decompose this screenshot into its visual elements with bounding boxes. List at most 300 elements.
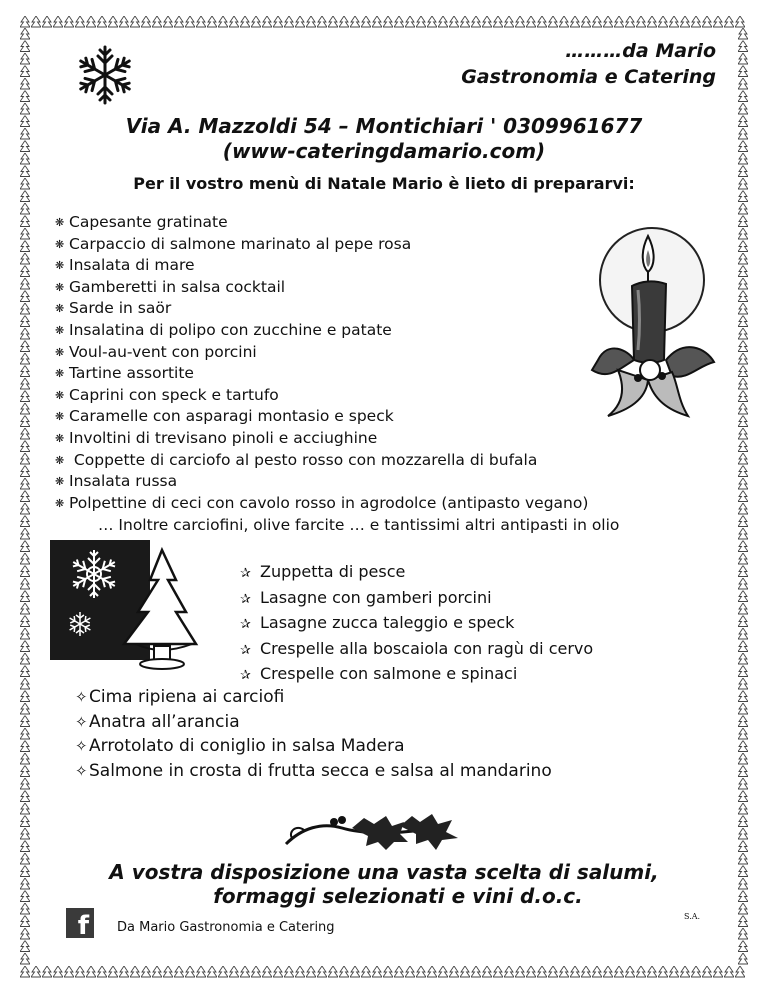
- antipasto-item: [55, 450, 588, 472]
- border-tree-icon: [738, 503, 748, 514]
- address-block: [0, 114, 768, 164]
- border-tree-icon: [738, 928, 748, 939]
- border-tree-icon: [317, 16, 327, 27]
- border-tree-icon: [372, 16, 382, 27]
- bullet-icon: ✰: [240, 566, 251, 581]
- border-tree-icon: [738, 353, 748, 364]
- border-tree-icon: [738, 203, 748, 214]
- border-tree-icon: [405, 16, 415, 27]
- border-tree-icon: [361, 966, 371, 977]
- border-tree-icon: [20, 628, 30, 639]
- bullet-icon: ✧: [75, 688, 88, 706]
- border-tree-icon: [738, 91, 748, 102]
- border-tree-icon: [20, 728, 30, 739]
- border-tree-icon: [64, 16, 74, 27]
- border-tree-icon: [460, 966, 470, 977]
- border-tree-icon: [174, 16, 184, 27]
- border-tree-icon: [20, 478, 30, 489]
- border-tree-icon: [738, 453, 748, 464]
- border-tree-icon: [449, 16, 459, 27]
- antipasto-item-text: Insalata russa: [69, 472, 178, 491]
- border-tree-icon: [493, 16, 503, 27]
- border-tree-icon: [738, 266, 748, 277]
- border-tree-icon: [328, 16, 338, 27]
- border-tree-icon: [185, 966, 195, 977]
- bullet-icon: ✰: [240, 617, 251, 632]
- primo-item: [240, 611, 593, 637]
- border-tree-icon: [738, 316, 748, 327]
- border-tree-icon: [647, 16, 657, 27]
- border-tree-icon: [738, 416, 748, 427]
- border-tree-icon: [20, 341, 30, 352]
- border-tree-icon: [383, 966, 393, 977]
- primo-item: [240, 637, 593, 663]
- border-tree-icon: [20, 516, 30, 527]
- border-tree-icon: [339, 16, 349, 27]
- primo-item-text: Lasagne zucca taleggio e speck: [260, 613, 515, 632]
- footer-line1: A vostra disposizione una vasta scelta di salumi,: [109, 860, 659, 884]
- border-tree-icon: [31, 16, 41, 27]
- border-tree-icon: [372, 966, 382, 977]
- border-tree-icon: [738, 603, 748, 614]
- facebook-icon[interactable]: [66, 908, 94, 938]
- border-tree-icon: [20, 966, 30, 977]
- primo-item-text: Lasagne con gamberi porcini: [260, 587, 492, 607]
- border-tree-icon: [738, 553, 748, 564]
- border-tree-icon: [738, 78, 748, 89]
- border-tree-icon: [738, 778, 748, 789]
- border-tree-icon: [20, 391, 30, 402]
- border-tree-icon: [738, 41, 748, 52]
- border-tree-icon: [713, 966, 723, 977]
- antipasto-item: [55, 406, 588, 428]
- border-tree-icon: [20, 453, 30, 464]
- border-tree-icon: [20, 491, 30, 502]
- border-tree-icon: [350, 16, 360, 27]
- border-tree-icon: [738, 253, 748, 264]
- border-tree-icon: [20, 216, 30, 227]
- border-tree-icon: [738, 766, 748, 777]
- border-tree-icon: [738, 378, 748, 389]
- border-tree-icon: [724, 16, 734, 27]
- antipasto-item: [55, 471, 588, 493]
- border-tree-icon: [738, 403, 748, 414]
- bullet-icon: ❋: [55, 453, 65, 467]
- border-tree-icon: [482, 966, 492, 977]
- bullet-icon: ❋: [55, 280, 65, 294]
- antipasto-item-text: Tartine assortite: [69, 364, 194, 383]
- secondo-item-text: Cima ripiena ai carciofi: [89, 687, 285, 707]
- border-tree-icon: [20, 41, 30, 52]
- bullet-icon: ✧: [75, 737, 88, 755]
- border-tree-icon: [108, 16, 118, 27]
- border-tree-icon: [20, 503, 30, 514]
- border-tree-icon: [738, 428, 748, 439]
- bullet-icon: ❋: [55, 431, 65, 445]
- border-tree-icon: [738, 728, 748, 739]
- facebook-icon-letter: f: [77, 911, 89, 938]
- border-tree-icon: [97, 966, 107, 977]
- border-tree-icon: [20, 941, 30, 952]
- primi-list: [240, 560, 593, 688]
- secondi-list: [75, 685, 552, 783]
- address-line: Via A. Mazzoldi 54 – Montichiari ' 0309961677: [125, 114, 643, 138]
- border-tree-icon: [438, 16, 448, 27]
- antipasto-item-text: Insalatina di polipo con zucchine e patate: [69, 320, 392, 339]
- border-tree-icon: [738, 528, 748, 539]
- antipasto-item-text: Voul-au-vent con porcini: [69, 342, 257, 361]
- border-tree-icon: [20, 928, 30, 939]
- business-name-line2: Gastronomia e Catering: [461, 66, 716, 88]
- border-tree-icon: [20, 603, 30, 614]
- border-tree-icon: [86, 966, 96, 977]
- border-tree-icon: [592, 966, 602, 977]
- border-tree-icon: [207, 966, 217, 977]
- border-tree-icon: [559, 16, 569, 27]
- border-tree-icon: [526, 16, 536, 27]
- antipasto-item: [55, 212, 588, 234]
- border-tree-icon: [20, 691, 30, 702]
- border-tree-icon: [738, 753, 748, 764]
- border-tree-icon: [20, 828, 30, 839]
- border-tree-icon: [20, 791, 30, 802]
- border-tree-icon: [738, 578, 748, 589]
- border-tree-icon: [20, 841, 30, 852]
- border-tree-icon: [738, 541, 748, 552]
- border-tree-icon: [537, 966, 547, 977]
- website-line: (www-cateringdamario.com): [222, 139, 546, 163]
- border-tree-icon: [20, 291, 30, 302]
- antipasto-item: [55, 234, 588, 256]
- border-tree-icon: [20, 466, 30, 477]
- border-tree-icon: [20, 253, 30, 264]
- border-tree-icon: [20, 653, 30, 664]
- border-tree-icon: [20, 53, 30, 64]
- primo-item: [240, 586, 593, 612]
- border-tree-icon: [724, 966, 734, 977]
- border-tree-icon: [108, 966, 118, 977]
- border-tree-icon: [614, 966, 624, 977]
- antipasti-more: … Inoltre carciofini, olive farcite … e tantissimi altri antipasti in olio: [98, 516, 620, 534]
- border-tree-icon: [669, 16, 679, 27]
- bullet-icon: ❋: [55, 388, 65, 402]
- antipasto-item-text: Involtini di trevisano pinoli e acciughine: [69, 428, 378, 447]
- bullet-icon: ❋: [55, 302, 65, 316]
- border-tree-icon: [504, 16, 514, 27]
- border-tree-icon: [735, 16, 745, 27]
- secondo-item: [75, 710, 552, 735]
- border-tree-icon: [229, 966, 239, 977]
- antipasto-item: [55, 342, 588, 364]
- antipasto-item: [55, 298, 588, 320]
- border-tree-icon: [20, 716, 30, 727]
- border-tree-icon: [427, 966, 437, 977]
- secondo-item-text: Arrotolato di coniglio in salsa Madera: [89, 736, 405, 756]
- border-tree-icon: [636, 16, 646, 27]
- border-tree-icon: [427, 16, 437, 27]
- border-tree-icon: [20, 66, 30, 77]
- border-tree-icon: [350, 966, 360, 977]
- border-tree-icon: [141, 16, 151, 27]
- border-tree-icon: [702, 966, 712, 977]
- border-tree-icon: [548, 966, 558, 977]
- border-tree-icon: [339, 966, 349, 977]
- border-tree-icon: [738, 28, 748, 39]
- border-tree-icon: [515, 966, 525, 977]
- border-tree-icon: [20, 16, 30, 27]
- border-tree-icon: [691, 16, 701, 27]
- border-tree-icon: [504, 966, 514, 977]
- border-tree-icon: [738, 66, 748, 77]
- border-tree-icon: [284, 966, 294, 977]
- border-tree-icon: [20, 353, 30, 364]
- border-tree-icon: [20, 28, 30, 39]
- border-tree-icon: [738, 828, 748, 839]
- border-tree-icon: [361, 16, 371, 27]
- border-tree-icon: [20, 103, 30, 114]
- bullet-icon: ✰: [240, 642, 251, 658]
- border-tree-icon: [262, 966, 272, 977]
- border-tree-icon: [119, 966, 129, 977]
- border-tree-icon: [53, 16, 63, 27]
- christmas-tree-illustration: [50, 540, 210, 675]
- border-tree-icon: [31, 966, 41, 977]
- border-tree-icon: [570, 16, 580, 27]
- border-tree-icon: [20, 416, 30, 427]
- border-tree-icon: [328, 966, 338, 977]
- border-tree-icon: [680, 16, 690, 27]
- border-tree-icon: [471, 966, 481, 977]
- border-tree-icon: [592, 16, 602, 27]
- border-tree-icon: [20, 678, 30, 689]
- border-tree-icon: [405, 966, 415, 977]
- border-tree-icon: [86, 16, 96, 27]
- border-tree-icon: [20, 228, 30, 239]
- border-tree-icon: [738, 566, 748, 577]
- border-tree-icon: [20, 528, 30, 539]
- border-tree-icon: [20, 403, 30, 414]
- border-tree-icon: [658, 966, 668, 977]
- bullet-icon: ✧: [75, 761, 88, 780]
- border-tree-icon: [196, 966, 206, 977]
- border-tree-icon: [207, 16, 217, 27]
- antipasto-item-text: Sarde in saör: [69, 299, 172, 318]
- border-tree-icon: [449, 966, 459, 977]
- border-tree-icon: [493, 966, 503, 977]
- antipasto-item: [55, 428, 588, 450]
- border-tree-icon: [738, 478, 748, 489]
- border-tree-icon: [636, 966, 646, 977]
- border-tree-icon: [64, 966, 74, 977]
- business-name: [461, 38, 716, 90]
- border-tree-icon: [603, 16, 613, 27]
- border-tree-icon: [20, 428, 30, 439]
- border-tree-icon: [251, 966, 261, 977]
- signature: S.A.: [684, 912, 701, 921]
- border-tree-icon: [691, 966, 701, 977]
- border-tree-icon: [20, 753, 30, 764]
- border-tree-icon: [559, 966, 569, 977]
- border-tree-icon: [383, 16, 393, 27]
- border-tree-icon: [738, 328, 748, 339]
- border-tree-icon: [20, 641, 30, 652]
- border-tree-icon: [295, 16, 305, 27]
- border-tree-icon: [738, 491, 748, 502]
- border-tree-icon: [738, 278, 748, 289]
- border-tree-icon: [581, 16, 591, 27]
- border-tree-icon: [20, 328, 30, 339]
- border-tree-icon: [130, 966, 140, 977]
- antipasto-item: [55, 320, 588, 342]
- border-tree-icon: [738, 678, 748, 689]
- border-tree-icon: [185, 16, 195, 27]
- border-tree-icon: [273, 16, 283, 27]
- border-tree-icon: [548, 16, 558, 27]
- bullet-icon: ❋: [55, 496, 65, 510]
- border-tree-icon: [174, 966, 184, 977]
- antipasto-item-text: Polpettine di ceci con cavolo rosso in agrodolce (antipasto vegano): [69, 493, 589, 512]
- border-tree-icon: [262, 16, 272, 27]
- bullet-icon: ❋: [55, 410, 65, 424]
- border-tree-icon: [738, 941, 748, 952]
- border-tree-icon: [738, 841, 748, 852]
- border-tree-icon: [20, 766, 30, 777]
- facebook-page-label[interactable]: Da Mario Gastronomia e Catering: [117, 920, 335, 935]
- border-tree-icon: [53, 966, 63, 977]
- border-tree-icon: [603, 966, 613, 977]
- border-tree-icon: [20, 816, 30, 827]
- border-tree-icon: [284, 16, 294, 27]
- bullet-icon: ✰: [240, 591, 251, 607]
- border-tree-icon: [394, 966, 404, 977]
- border-tree-icon: [75, 16, 85, 27]
- border-tree-icon: [218, 16, 228, 27]
- menu-intro: Per il vostro menù di Natale Mario è lieto di prepararvi:: [133, 174, 635, 193]
- border-tree-icon: [738, 653, 748, 664]
- border-tree-icon: [20, 278, 30, 289]
- border-tree-icon: [20, 616, 30, 627]
- secondo-item-text: Salmone in crosta di frutta secca e salsa al mandarino: [89, 760, 552, 781]
- border-tree-icon: [438, 966, 448, 977]
- border-tree-icon: [20, 741, 30, 752]
- border-tree-icon: [738, 666, 748, 677]
- border-tree-icon: [152, 966, 162, 977]
- border-tree-icon: [738, 953, 748, 964]
- border-tree-icon: [738, 691, 748, 702]
- border-tree-icon: [625, 966, 635, 977]
- border-tree-icon: [20, 778, 30, 789]
- border-tree-icon: [20, 91, 30, 102]
- border-tree-icon: [306, 966, 316, 977]
- border-tree-icon: [738, 291, 748, 302]
- border-tree-icon: [20, 578, 30, 589]
- border-tree-icon: [581, 966, 591, 977]
- border-tree-icon: [738, 103, 748, 114]
- primo-item: [240, 560, 593, 586]
- border-tree-icon: [735, 966, 745, 977]
- border-tree-icon: [20, 953, 30, 964]
- border-tree-icon: [738, 816, 748, 827]
- border-tree-icon: [306, 16, 316, 27]
- border-tree-icon: [218, 966, 228, 977]
- border-tree-icon: [20, 303, 30, 314]
- border-tree-icon: [317, 966, 327, 977]
- business-name-line1: ………da Mario: [565, 40, 716, 62]
- border-tree-icon: [570, 966, 580, 977]
- border-tree-icon: [738, 441, 748, 452]
- primo-item: [240, 662, 593, 688]
- border-tree-icon: [130, 16, 140, 27]
- border-tree-icon: [738, 216, 748, 227]
- border-tree-icon: [251, 16, 261, 27]
- antipasto-item: [55, 385, 588, 407]
- border-tree-icon: [20, 241, 30, 252]
- bullet-icon: ✰: [240, 668, 251, 683]
- border-tree-icon: [20, 203, 30, 214]
- border-tree-icon: [482, 16, 492, 27]
- border-tree-icon: [614, 16, 624, 27]
- border-tree-icon: [20, 441, 30, 452]
- border-tree-icon: [738, 803, 748, 814]
- border-tree-icon: [273, 966, 283, 977]
- secondo-item: [75, 759, 552, 784]
- primo-item-text: Crespelle alla boscaiola con ragù di cervo: [260, 638, 594, 658]
- border-tree-icon: [20, 78, 30, 89]
- border-tree-icon: [196, 16, 206, 27]
- border-tree-icon: [738, 341, 748, 352]
- border-tree-icon: [738, 391, 748, 402]
- border-tree-icon: [738, 616, 748, 627]
- border-tree-icon: [295, 966, 305, 977]
- holly-branch-illustration: [282, 808, 464, 856]
- border-tree-icon: [119, 16, 129, 27]
- antipasto-item-text: Capesante gratinate: [69, 213, 228, 231]
- border-tree-icon: [738, 628, 748, 639]
- border-tree-icon: [141, 966, 151, 977]
- primo-item-text: Crespelle con salmone e spinaci: [260, 664, 518, 683]
- border-tree-icon: [20, 916, 30, 927]
- border-tree-icon: [515, 16, 525, 27]
- border-tree-icon: [20, 553, 30, 564]
- border-tree-icon: [20, 541, 30, 552]
- antipasto-item: [55, 493, 588, 515]
- border-tree-icon: [163, 16, 173, 27]
- antipasto-item: [55, 363, 588, 385]
- border-tree-icon: [738, 916, 748, 927]
- border-tree-icon: [647, 966, 657, 977]
- candle-illustration: [588, 220, 720, 425]
- bullet-icon: ✧: [75, 712, 88, 731]
- border-tree-icon: [680, 966, 690, 977]
- antipasti-list: [55, 212, 588, 514]
- antipasto-item: [55, 255, 588, 277]
- bullet-icon: ❋: [55, 237, 65, 251]
- secondo-item: [75, 734, 552, 759]
- border-tree-icon: [20, 378, 30, 389]
- bullet-icon: ❋: [55, 367, 65, 381]
- border-tree-icon: [20, 703, 30, 714]
- secondo-item: [75, 685, 552, 710]
- border-tree-icon: [669, 966, 679, 977]
- border-tree-icon: [416, 16, 426, 27]
- border-tree-icon: [394, 16, 404, 27]
- border-tree-icon: [240, 966, 250, 977]
- border-tree-icon: [42, 16, 52, 27]
- snowflake-icon: [72, 44, 138, 106]
- border-tree-icon: [738, 303, 748, 314]
- border-tree-icon: [713, 16, 723, 27]
- antipasto-item-text: Insalata di mare: [69, 256, 195, 275]
